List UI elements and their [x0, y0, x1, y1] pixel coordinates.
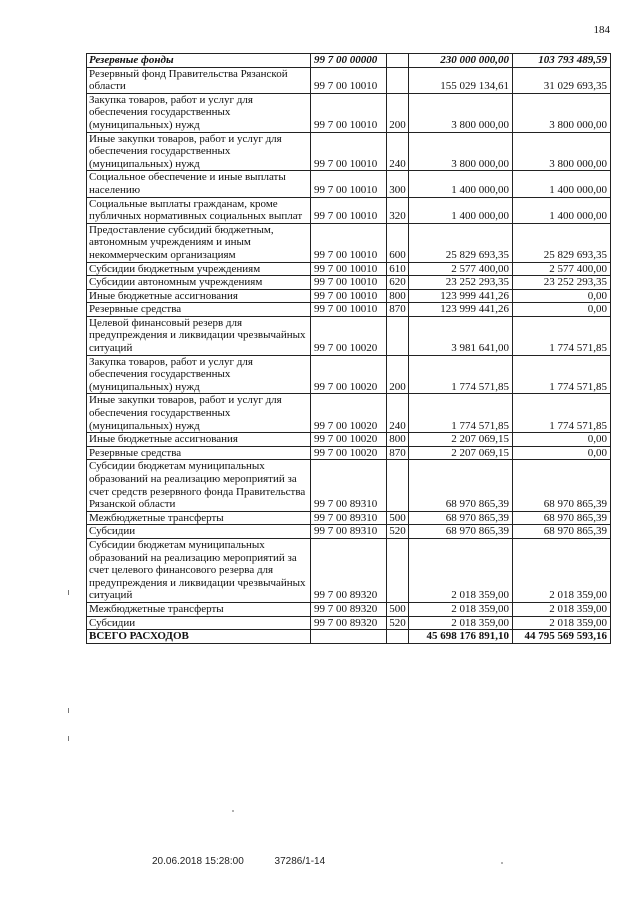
cell-amount-2018: 2 018 359,00 [409, 616, 513, 630]
cell-amount-2018: 3 981 641,00 [409, 316, 513, 355]
cell-expense-type: 800 [387, 433, 409, 447]
cell-amount-2019: 103 793 489,59 [513, 54, 611, 68]
cell-name: Социальные выплаты гражданам, кроме публичных нормативных социальных выплат [87, 197, 311, 223]
cell-target-article: 99 7 00 10020 [311, 316, 387, 355]
cell-target-article: 99 7 00 10020 [311, 433, 387, 447]
cell-name: Закупка товаров, работ и услуг для обеспечения государственных (муниципальных) нужд [87, 93, 311, 132]
cell-name: Резервный фонд Правительства Рязанской области [87, 67, 311, 93]
cell-target-article: 99 7 00 10020 [311, 355, 387, 394]
cell-expense-type: 240 [387, 394, 409, 433]
cell-amount-2019: 0,00 [513, 433, 611, 447]
table-row [87, 262, 611, 276]
cell-amount-2018: 3 800 000,00 [409, 132, 513, 171]
cell-name: Иные закупки товаров, работ и услуг для обеспечения государственных (муниципальных) нужд [87, 132, 311, 171]
page-number: 184 [593, 24, 610, 36]
cell-expense-type: 200 [387, 93, 409, 132]
budget-table [86, 53, 611, 644]
cell-amount-2019: 2 018 359,00 [513, 616, 611, 630]
cell-target-article: 99 7 00 10010 [311, 262, 387, 276]
cell-name: Резервные средства [87, 446, 311, 460]
table-row [87, 616, 611, 630]
cell-amount-2019: 3 800 000,00 [513, 93, 611, 132]
cell-amount-2019: 1 400 000,00 [513, 171, 611, 197]
cell-amount-2018: 68 970 865,39 [409, 511, 513, 525]
cell-target-article: 99 7 00 10010 [311, 276, 387, 290]
section-header-row [87, 54, 611, 68]
cell-name: Иные бюджетные ассигнования [87, 289, 311, 303]
cell-expense-type [387, 460, 409, 511]
cell-expense-type: 500 [387, 511, 409, 525]
cell-amount-2019: 0,00 [513, 303, 611, 317]
cell-amount-2019: 68 970 865,39 [513, 525, 611, 539]
cell-name: Иные закупки товаров, работ и услуг для обеспечения государственных (муниципальных) нужд [87, 394, 311, 433]
cell-expense-type: 870 [387, 303, 409, 317]
cell-target-article: 99 7 00 89320 [311, 538, 387, 602]
table-row [87, 602, 611, 616]
table-body [87, 54, 611, 644]
document-code: 37286/1-14 [274, 856, 326, 867]
cell-expense-type: 520 [387, 616, 409, 630]
cell-amount-2018: 1 400 000,00 [409, 197, 513, 223]
cell-name: Субсидии бюджетам муниципальных образований на реализацию мероприятий за счет средств резервного фонда Правительства Рязанской области [87, 460, 311, 511]
total-row [87, 630, 611, 644]
cell-expense-type: 520 [387, 525, 409, 539]
cell-amount-2019: 2 018 359,00 [513, 538, 611, 602]
cell-name: Резервные средства [87, 303, 311, 317]
table-row [87, 289, 611, 303]
cell-expense-type [387, 67, 409, 93]
cell-target-article: 99 7 00 10010 [311, 197, 387, 223]
cell-amount-2018: 45 698 176 891,10 [409, 630, 513, 644]
margin-mark [68, 708, 69, 713]
table-row [87, 460, 611, 511]
cell-target-article: 99 7 00 89310 [311, 525, 387, 539]
cell-amount-2019: 44 795 569 593,16 [513, 630, 611, 644]
cell-expense-type: 320 [387, 197, 409, 223]
cell-expense-type: 500 [387, 602, 409, 616]
cell-name: Целевой финансовый резерв для предупреждения и ликвидации чрезвычайных ситуаций [87, 316, 311, 355]
cell-target-article: 99 7 00 10010 [311, 303, 387, 317]
cell-name: Резервные фонды [87, 54, 311, 68]
cell-name: Субсидии бюджетным учреждениям [87, 262, 311, 276]
cell-amount-2018: 2 018 359,00 [409, 602, 513, 616]
cell-amount-2019: 1 774 571,85 [513, 316, 611, 355]
cell-target-article [311, 630, 387, 644]
cell-name: Межбюджетные трансферты [87, 511, 311, 525]
cell-amount-2019: 68 970 865,39 [513, 511, 611, 525]
scan-speck [232, 810, 234, 812]
cell-amount-2018: 3 800 000,00 [409, 93, 513, 132]
cell-amount-2019: 1 774 571,85 [513, 394, 611, 433]
cell-target-article: 99 7 00 89320 [311, 616, 387, 630]
table-row [87, 171, 611, 197]
cell-expense-type [387, 54, 409, 68]
table-row [87, 355, 611, 394]
cell-expense-type: 600 [387, 223, 409, 262]
cell-name: Субсидии автономным учреждениям [87, 276, 311, 290]
cell-expense-type: 200 [387, 355, 409, 394]
table-row [87, 303, 611, 317]
cell-expense-type: 610 [387, 262, 409, 276]
cell-amount-2019: 23 252 293,35 [513, 276, 611, 290]
cell-amount-2018: 123 999 441,26 [409, 289, 513, 303]
table-row [87, 511, 611, 525]
cell-amount-2018: 2 207 069,15 [409, 433, 513, 447]
cell-amount-2019: 1 774 571,85 [513, 355, 611, 394]
scan-speck [501, 862, 503, 864]
table-row [87, 197, 611, 223]
table-row [87, 132, 611, 171]
cell-name: Закупка товаров, работ и услуг для обеспечения государственных (муниципальных) нужд [87, 355, 311, 394]
cell-target-article: 99 7 00 89310 [311, 460, 387, 511]
margin-mark [68, 590, 69, 595]
cell-target-article: 99 7 00 10020 [311, 446, 387, 460]
cell-amount-2018: 23 252 293,35 [409, 276, 513, 290]
cell-expense-type: 870 [387, 446, 409, 460]
table-row [87, 525, 611, 539]
cell-amount-2018: 2 207 069,15 [409, 446, 513, 460]
cell-target-article: 99 7 00 10010 [311, 171, 387, 197]
cell-amount-2019: 3 800 000,00 [513, 132, 611, 171]
cell-target-article: 99 7 00 10010 [311, 289, 387, 303]
cell-amount-2018: 68 970 865,39 [409, 460, 513, 511]
cell-name: Субсидии [87, 616, 311, 630]
cell-amount-2019: 2 018 359,00 [513, 602, 611, 616]
cell-target-article: 99 7 00 10010 [311, 223, 387, 262]
cell-amount-2018: 155 029 134,61 [409, 67, 513, 93]
cell-amount-2018: 1 774 571,85 [409, 355, 513, 394]
cell-amount-2018: 1 400 000,00 [409, 171, 513, 197]
cell-amount-2018: 2 018 359,00 [409, 538, 513, 602]
cell-name: ВСЕГО РАСХОДОВ [87, 630, 311, 644]
cell-target-article: 99 7 00 00000 [311, 54, 387, 68]
table-row [87, 223, 611, 262]
cell-target-article: 99 7 00 10020 [311, 394, 387, 433]
cell-name: Субсидии [87, 525, 311, 539]
cell-amount-2018: 1 774 571,85 [409, 394, 513, 433]
cell-amount-2018: 2 577 400,00 [409, 262, 513, 276]
table-row [87, 446, 611, 460]
cell-target-article: 99 7 00 10010 [311, 132, 387, 171]
print-timestamp: 20.06.2018 15:28:00 [152, 856, 244, 867]
table-row [87, 67, 611, 93]
table-row [87, 93, 611, 132]
cell-name: Субсидии бюджетам муниципальных образований на реализацию мероприятий за счет целевого финансового резерва для предупреждения и ликвидации чрезвычайных ситуаций [87, 538, 311, 602]
cell-name: Иные бюджетные ассигнования [87, 433, 311, 447]
cell-amount-2018: 123 999 441,26 [409, 303, 513, 317]
cell-amount-2019: 1 400 000,00 [513, 197, 611, 223]
table-row [87, 276, 611, 290]
table-row [87, 394, 611, 433]
cell-expense-type: 300 [387, 171, 409, 197]
cell-target-article: 99 7 00 10010 [311, 67, 387, 93]
cell-target-article: 99 7 00 10010 [311, 93, 387, 132]
cell-amount-2018: 230 000 000,00 [409, 54, 513, 68]
cell-amount-2019: 68 970 865,39 [513, 460, 611, 511]
table-row [87, 433, 611, 447]
cell-amount-2019: 0,00 [513, 446, 611, 460]
table-row [87, 538, 611, 602]
cell-name: Социальное обеспечение и иные выплаты населению [87, 171, 311, 197]
cell-expense-type [387, 538, 409, 602]
cell-amount-2019: 31 029 693,35 [513, 67, 611, 93]
cell-name: Межбюджетные трансферты [87, 602, 311, 616]
cell-amount-2019: 2 577 400,00 [513, 262, 611, 276]
cell-expense-type [387, 630, 409, 644]
cell-amount-2018: 68 970 865,39 [409, 525, 513, 539]
cell-expense-type: 800 [387, 289, 409, 303]
cell-expense-type: 620 [387, 276, 409, 290]
table-row [87, 316, 611, 355]
cell-amount-2018: 25 829 693,35 [409, 223, 513, 262]
cell-expense-type [387, 316, 409, 355]
cell-amount-2019: 0,00 [513, 289, 611, 303]
cell-target-article: 99 7 00 89320 [311, 602, 387, 616]
cell-name: Предоставление субсидий бюджетным, автономным учреждениям и иным некоммерческим организациям [87, 223, 311, 262]
page-footer [152, 856, 325, 867]
cell-amount-2019: 25 829 693,35 [513, 223, 611, 262]
cell-target-article: 99 7 00 89310 [311, 511, 387, 525]
cell-expense-type: 240 [387, 132, 409, 171]
margin-mark [68, 736, 69, 741]
